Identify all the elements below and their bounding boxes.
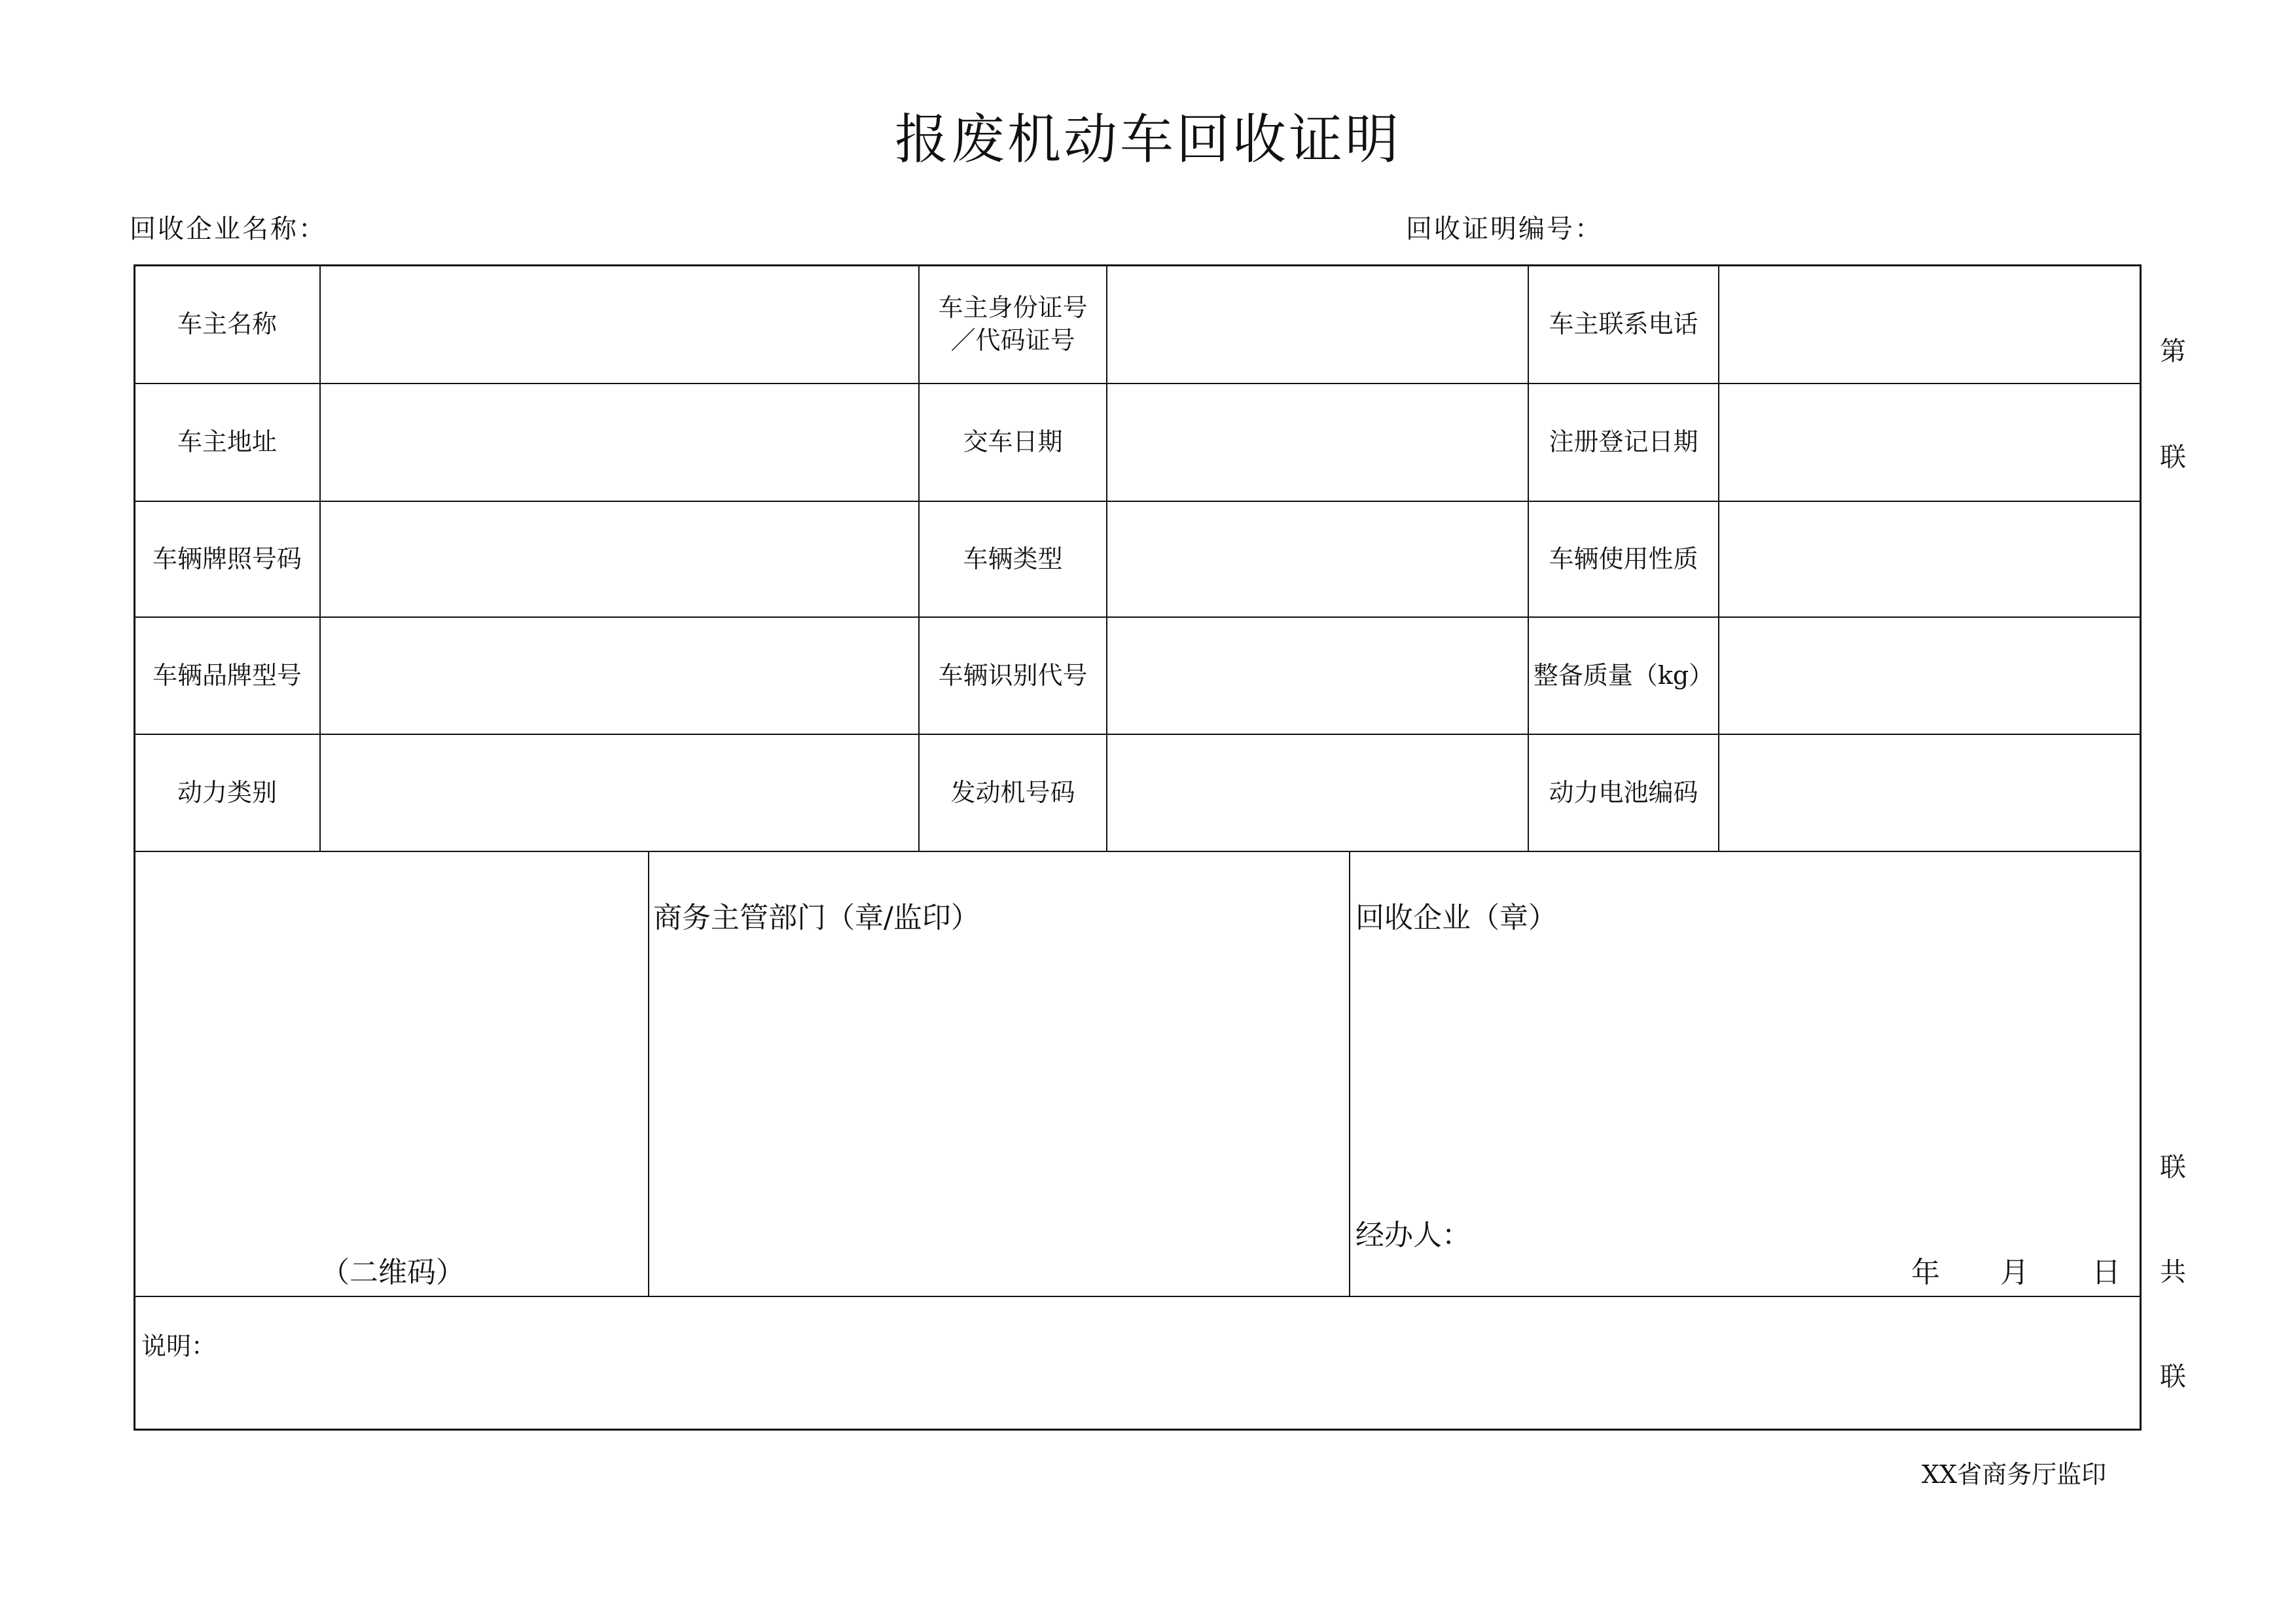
- owner-address-label: 车主地址: [177, 427, 277, 457]
- owner-name-label: 车主名称: [177, 309, 277, 338]
- owner-address-field[interactable]: [321, 384, 918, 501]
- plate-number-field[interactable]: [321, 502, 918, 616]
- copy-total-char-1: 联: [2160, 1152, 2186, 1183]
- column-divider: [1349, 851, 1350, 1296]
- engine-number-label: 发动机号码: [950, 777, 1075, 807]
- registration-date-label: 注册登记日期: [1549, 427, 1698, 457]
- curb-weight-label: 整备质量（kg）: [1533, 660, 1714, 690]
- owner-name-field[interactable]: [321, 266, 918, 383]
- handler-label: 经办人：: [1355, 1219, 1471, 1252]
- owner-phone-label: 车主联系电话: [1549, 309, 1698, 338]
- usage-nature-label: 车辆使用性质: [1549, 544, 1698, 573]
- usage-nature-field[interactable]: [1719, 502, 2140, 616]
- column-divider: [648, 851, 649, 1296]
- registration-date-field[interactable]: [1719, 384, 2140, 501]
- document-title: 报废机动车回收证明: [894, 109, 1401, 171]
- handover-date-label: 交车日期: [963, 427, 1063, 457]
- commerce-department-stamp-label: 商务主管部门（章/监印）: [653, 901, 980, 935]
- date-year-label: 年: [1911, 1256, 1940, 1289]
- copy-total-char-2: 共: [2160, 1257, 2186, 1287]
- supervising-print-note: XX省商务厅监印: [1922, 1460, 2107, 1489]
- battery-code-label: 动力电池编码: [1549, 777, 1698, 807]
- copy-total-char-3: 联: [2160, 1362, 2186, 1392]
- recycling-company-stamp-label: 回收企业（章）: [1355, 901, 1557, 935]
- plate-number-label: 车辆牌照号码: [152, 544, 302, 573]
- vin-label: 车辆识别代号: [938, 660, 1088, 690]
- copy-number-suffix: 联: [2160, 442, 2186, 473]
- qr-code-label: （二维码）: [321, 1256, 465, 1289]
- row-divider: [134, 1296, 2142, 1297]
- owner-id-number-field[interactable]: [1107, 266, 1528, 383]
- owner-id-number-label: 车主身份证号 ／代码证号: [938, 293, 1088, 355]
- engine-number-field[interactable]: [1107, 735, 1528, 851]
- brand-model-field[interactable]: [321, 618, 918, 734]
- copy-number-prefix: 第: [2160, 336, 2186, 366]
- vin-field[interactable]: [1107, 618, 1528, 734]
- date-day-label: 日: [2092, 1256, 2121, 1289]
- handover-date-field[interactable]: [1107, 384, 1528, 501]
- row-divider: [134, 851, 2142, 852]
- curb-weight-field[interactable]: [1719, 618, 2140, 734]
- battery-code-field[interactable]: [1719, 735, 2140, 851]
- recycling-company-name-label: 回收企业名称：: [130, 214, 327, 244]
- brand-model-label: 车辆品牌型号: [152, 660, 302, 690]
- power-type-field[interactable]: [321, 735, 918, 851]
- notes-label: 说明：: [141, 1332, 217, 1361]
- power-type-label: 动力类别: [177, 777, 277, 807]
- owner-phone-field[interactable]: [1719, 266, 2140, 383]
- date-month-label: 月: [2000, 1256, 2029, 1289]
- certificate-number-label: 回收证明编号：: [1406, 214, 1603, 244]
- vehicle-type-field[interactable]: [1107, 502, 1528, 616]
- vehicle-type-label: 车辆类型: [963, 544, 1063, 573]
